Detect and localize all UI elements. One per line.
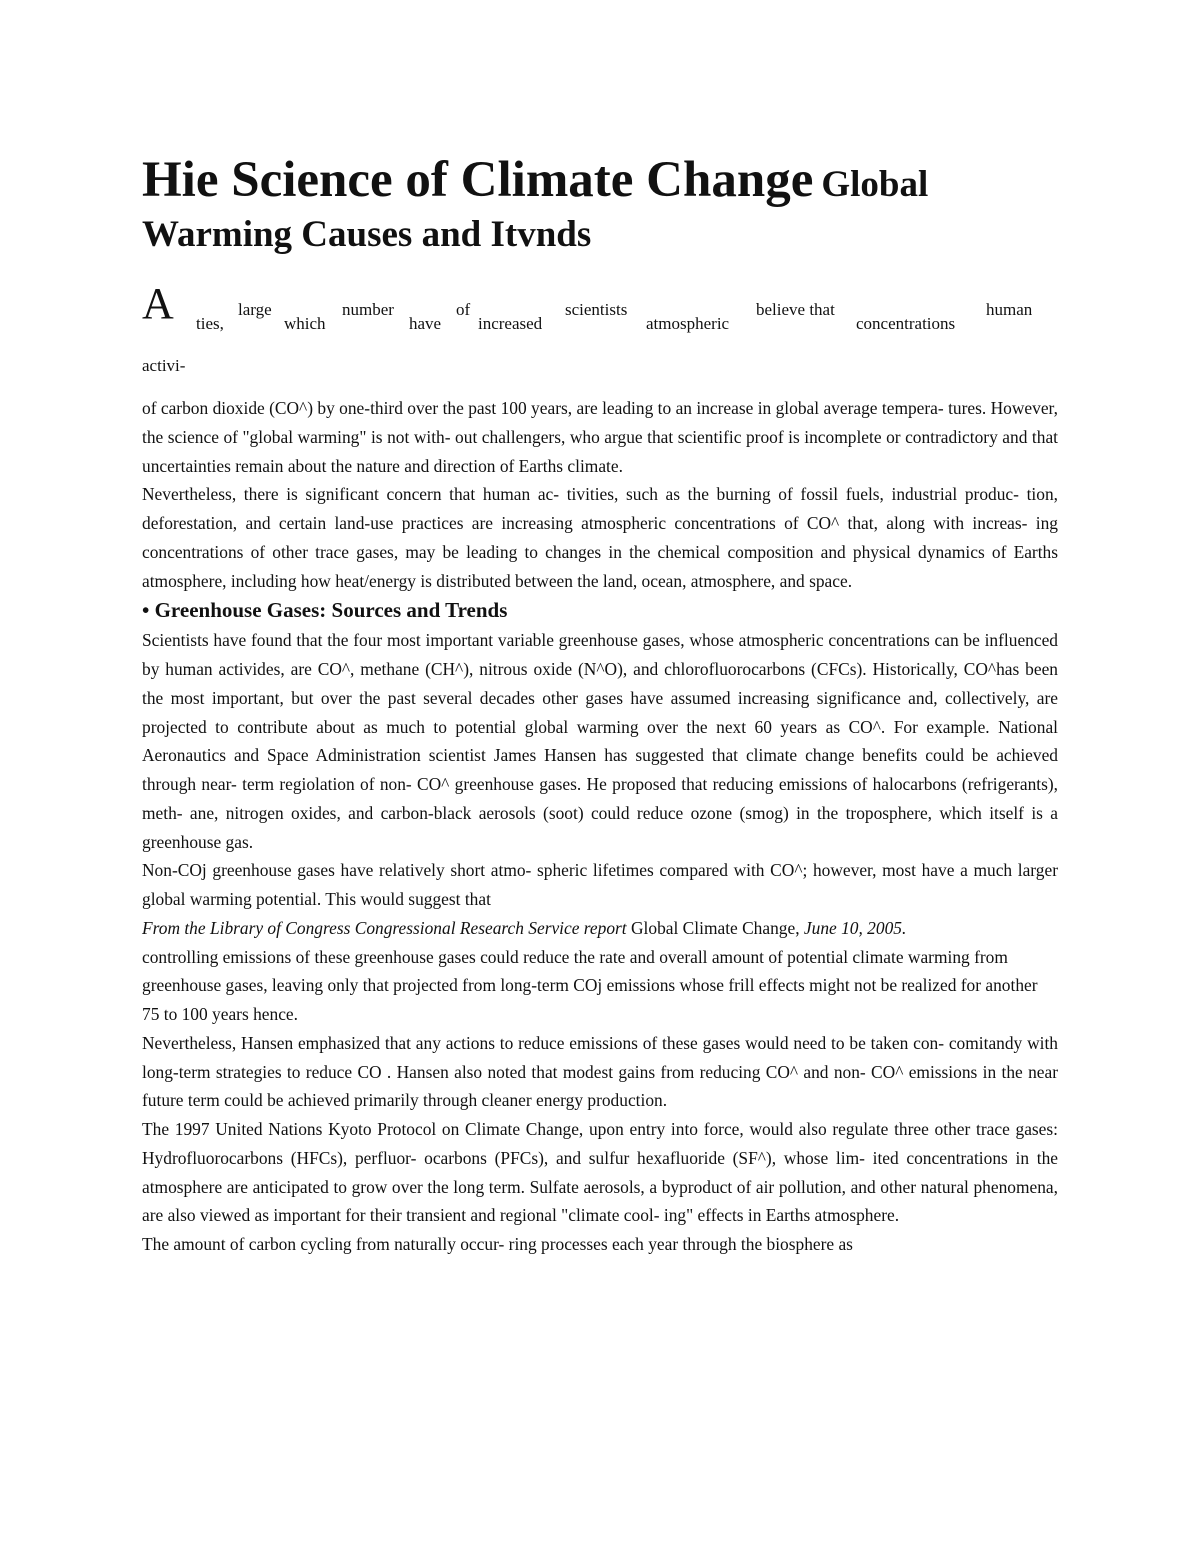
paragraph: Nevertheless, Hansen emphasized that any actions to reduce emissions of these gases would need to be taken con- comitandy with long-term strategies to reduce CO . Hansen also noted that modest gains from reducing CO^ and non- CO^ emissions in the near future term could be achieved primarily through cleaner energy production.: [142, 1032, 1058, 1111]
citation-date: June 10, 2005.: [803, 917, 907, 938]
citation-line: [142, 914, 1058, 943]
scattered-word: activi-: [142, 356, 186, 375]
title-sub: Global: [821, 164, 929, 205]
scattered-word: number: [342, 300, 394, 319]
scattered-word: concentrations: [856, 314, 956, 333]
paragraph: Scientists have found that the four most important variable greenhouse gases, whose atmospheric concentrations can be influenced by human activides, are CO^, methane (CH^), nitrous oxide (N^O), and chlorofluorocarbons (CFCs). Historically, CO^has been the most important, but over the past several decades other gases have assumed increasing significance and, collectively, are projected to contribute about as much to potential global warming over the next 60 years as CO^. For example. National Aeronautics and Space Administration scientist James Hansen has suggested that climate change benefits could be achieved through near- term regiolation of non- CO^ greenhouse gases. He proposed that reducing emissions of halocarbons (refrigerants), meth- ane, nitrogen oxides, and carbon-black aerosols (soot) could reduce ozone (smog) in the troposphere, which itself is a greenhouse gas.: [142, 630, 1058, 852]
citation-title: Global Climate Change,: [631, 917, 800, 938]
scattered-word: of: [456, 300, 471, 319]
scattered-word: have: [409, 314, 442, 333]
drop-cap: A: [142, 279, 174, 328]
scattered-word: increased: [478, 314, 543, 333]
document-body: [142, 394, 1058, 1259]
paragraph: The amount of carbon cycling from naturally occur- ring processes each year through the biosphere as: [142, 1234, 853, 1254]
paragraph: Non-COj greenhouse gases have relatively short atmo- spheric lifetimes compared with CO^; however, most have a much larger global warming potential. This would suggest that: [142, 860, 1058, 909]
scattered-word: ties,: [196, 314, 224, 333]
scattered-word: large: [238, 300, 272, 319]
scattered-intro-text: [142, 279, 1062, 382]
scattered-word: human: [986, 300, 1033, 319]
section-heading: • Greenhouse Gases: Sources and Trends: [142, 598, 508, 623]
paragraph: controlling emissions of these greenhouse gases could reduce the rate and overall amount of potential climate warming from greenhouse gases, leaving only that projected from long-term COj emissions whose frill effects might not be realized for another 75 to 100 years hence.: [142, 946, 1038, 1024]
title-main: Hie Science of Climate Change: [142, 152, 814, 208]
document-title: [142, 150, 1072, 258]
paragraph: of carbon dioxide (CO^) by one-third over the past 100 years, are leading to an increase in global average tempera- tures. However, the science of "global warming" is not with- out challengers, who argue that scientific proof is incomplete or contradictory and that uncertainties remain about the nature and direction of Earths climate.: [142, 398, 1058, 476]
scattered-word: atmospheric: [646, 314, 730, 333]
scattered-word: believe that: [756, 300, 835, 319]
scattered-word: scientists: [565, 300, 628, 319]
title-subtitle: Warming Causes and Itvnds: [142, 214, 592, 256]
citation-source: From the Library of Congress Congressional Research Service report: [142, 917, 627, 938]
paragraph: The 1997 United Nations Kyoto Protocol on Climate Change, upon entry into force, would also regulate three other trace gases: Hydrofluorocarbons (HFCs), perfluor- ocarbons (PFCs), and sulfur hexafluoride (SF^), whose lim- ited concentrations in the atmosphere are anticipated to grow over the long term. Sulfate aerosols, a byproduct of air pollution, and other natural phenomena, are also viewed as important for their transient and regional "climate cool- ing" effects in Earths atmosphere.: [142, 1119, 1058, 1226]
paragraph: Nevertheless, there is significant concern that human ac- tivities, such as the burning of fossil fuels, industrial produc- tion, deforestation, and certain land-use practices are increasing atmospheric concentrations of CO^ that, along with increas- ing concentrations of other trace gases, may be leading to changes in the chemical composition and physical dynamics of Earths atmosphere, including how heat/energy is distributed between the land, ocean, atmosphere, and space.: [142, 484, 1058, 591]
scattered-word: which: [284, 314, 326, 333]
